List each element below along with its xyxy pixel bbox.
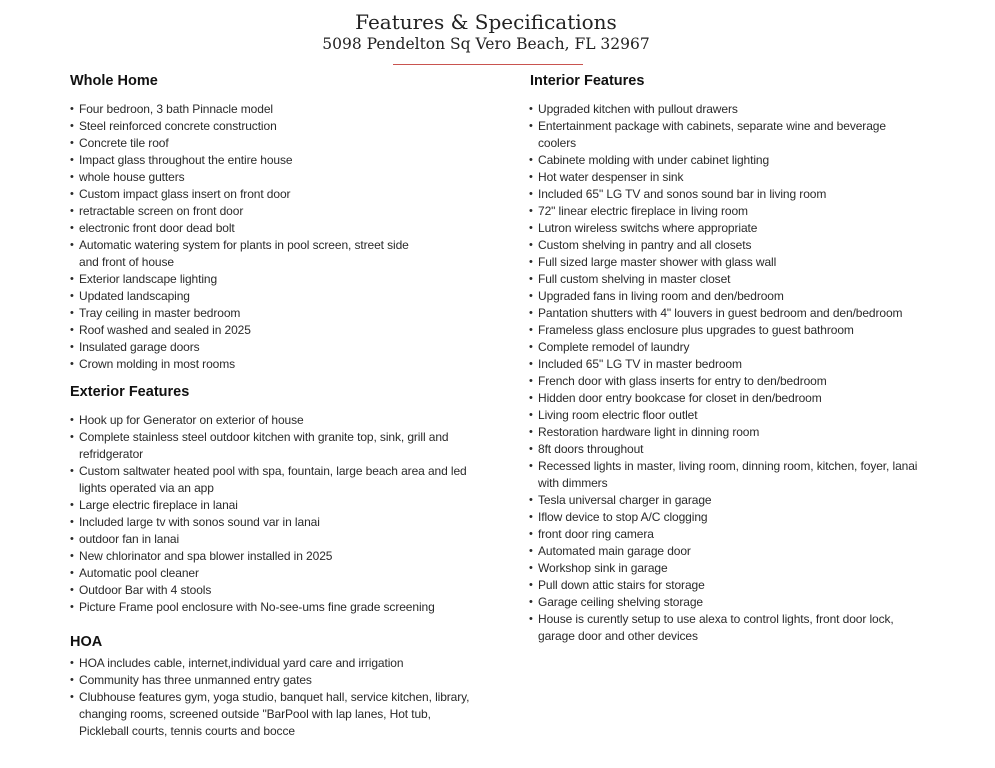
list-item (70, 305, 409, 322)
list-item (70, 463, 467, 497)
list-item-text: • Custom impact glass insert on front door (79, 187, 291, 201)
section-heading: Whole Home (70, 73, 158, 89)
list-item-text: • whole house gutters (79, 170, 185, 184)
list-item-text: • Included 65" LG TV and sonos sound bar in living room (538, 187, 827, 201)
list-item (529, 339, 917, 356)
list-item-text: • Included 65" LG TV in master bedroom (538, 357, 742, 371)
list-item (529, 543, 917, 560)
list-item (70, 135, 409, 152)
feature-list (70, 101, 409, 373)
feature-list (529, 101, 917, 645)
section-whole-home (70, 71, 409, 373)
list-item-text: • Automatic watering system for plants in pool screen, street side (79, 238, 409, 252)
list-item (529, 220, 917, 237)
list-item-text: changing rooms, screened outside "BarPool with lap lanes, Hot tub, (79, 707, 431, 721)
list-item-text: • front door ring camera (538, 527, 654, 541)
section-hoa (70, 632, 469, 740)
list-item (70, 203, 409, 220)
list-item (70, 118, 409, 135)
list-item (529, 526, 917, 543)
list-item-text: • Workshop sink in garage (538, 561, 668, 575)
list-item-text: lights operated via an app (79, 481, 214, 495)
section-heading: Interior Features (530, 73, 645, 89)
list-item (70, 565, 467, 582)
list-item-text: • Community has three unmanned entry gates (79, 673, 312, 687)
list-item (529, 152, 917, 169)
list-item-text: • HOA includes cable, internet,individual yard care and irrigation (79, 656, 404, 670)
list-item-text: • Clubhouse features gym, yoga studio, banquet hall, service kitchen, library, (79, 690, 470, 704)
list-item-text: • Tesla universal charger in garage (538, 493, 712, 507)
list-item-text: • Pull down attic stairs for storage (538, 578, 705, 592)
list-item-text: • Full custom shelving in master closet (538, 272, 731, 286)
list-item-text: • Insulated garage doors (79, 340, 200, 354)
list-item (70, 672, 469, 689)
list-item-text: • Hook up for Generator on exterior of house (79, 413, 304, 427)
list-item-text: • Frameless glass enclosure plus upgrades to guest bathroom (538, 323, 854, 337)
list-item (70, 152, 409, 169)
list-item (70, 655, 469, 672)
list-item (70, 548, 467, 565)
list-item-text: refridgerator (79, 447, 144, 461)
list-item (529, 407, 917, 424)
list-item (529, 186, 917, 203)
feature-list (70, 655, 469, 740)
list-item (529, 492, 917, 509)
list-item (529, 101, 917, 118)
list-item (70, 356, 409, 373)
list-item-text: • Tray ceiling in master bedroom (79, 306, 241, 320)
property-address: 5098 Pendelton Sq Vero Beach, FL 32967 (322, 35, 650, 53)
list-item-text: • Large electric fireplace in lanai (79, 498, 238, 512)
section-exterior-features (70, 382, 467, 616)
list-item (70, 288, 409, 305)
list-item-text: • Custom saltwater heated pool with spa, fountain, large beach area and led (79, 464, 467, 478)
list-item (70, 412, 467, 429)
list-item-text: • Outdoor Bar with 4 stools (79, 583, 212, 597)
list-item (70, 582, 467, 599)
list-item-text: • 72" linear electric fireplace in living room (538, 204, 748, 218)
list-item-text: • Automatic pool cleaner (79, 566, 199, 580)
list-item (70, 531, 467, 548)
section-heading: Exterior Features (70, 384, 190, 400)
list-item-text: • Upgraded fans in living room and den/bedroom (538, 289, 784, 303)
list-item (529, 237, 917, 254)
list-item-text: • New chlorinator and spa blower installed in 2025 (79, 549, 333, 563)
list-item-text: Pickleball courts, tennis courts and bocce (79, 724, 295, 738)
list-item-text: • Lutron wireless switchs where appropriate (538, 221, 758, 235)
list-item-text: • electronic front door dead bolt (79, 221, 235, 235)
list-item (70, 237, 409, 271)
list-item-text: • Hidden door entry bookcase for closet in den/bedroom (538, 391, 822, 405)
list-item-text: • Custom shelving in pantry and all closets (538, 238, 752, 252)
list-item (529, 271, 917, 288)
list-item-text: coolers (538, 136, 576, 150)
list-item-text: • Picture Frame pool enclosure with No-see-ums fine grade screening (79, 600, 435, 614)
list-item (529, 305, 917, 322)
list-item-text: • Included large tv with sonos sound var in lanai (79, 515, 320, 529)
list-item-text: and front of house (79, 255, 174, 269)
list-item-text: • Four bedroon, 3 bath Pinnacle model (79, 102, 273, 116)
list-item (529, 373, 917, 390)
list-item (529, 322, 917, 339)
list-item-text: • House is curently setup to use alexa to control lights, front door lock, (538, 612, 894, 626)
list-item (529, 118, 917, 152)
list-item-text: • Roof washed and sealed in 2025 (79, 323, 251, 337)
list-item (70, 169, 409, 186)
list-item-text: • Iflow device to stop A/C clogging (538, 510, 708, 524)
document-title: Features & Specifications (355, 10, 617, 34)
list-item-text: • French door with glass inserts for entry to den/bedroom (538, 374, 827, 388)
list-item-text: • Full sized large master shower with glass wall (538, 255, 777, 269)
list-item (529, 390, 917, 407)
list-item-text: • Restoration hardware light in dinning room (538, 425, 760, 439)
list-item (70, 689, 469, 740)
list-item (529, 356, 917, 373)
list-item-text: with dimmers (538, 476, 608, 490)
list-item-text: garage door and other devices (538, 629, 698, 643)
list-item (529, 441, 917, 458)
list-item (70, 322, 409, 339)
title-divider (393, 64, 583, 65)
list-item-text: • Garage ceiling shelving storage (538, 595, 703, 609)
list-item-text: • Exterior landscape lighting (79, 272, 218, 286)
list-item-text: • Cabinete molding with under cabinet lighting (538, 153, 770, 167)
list-item (529, 611, 917, 645)
list-item (529, 203, 917, 220)
list-item (70, 497, 467, 514)
list-item (529, 169, 917, 186)
list-item (70, 101, 409, 118)
list-item (529, 424, 917, 441)
list-item (529, 254, 917, 271)
list-item-text: • Pantation shutters with 4" louvers in guest bedroom and den/bedroom (538, 306, 903, 320)
list-item-text: • Automated main garage door (538, 544, 691, 558)
section-interior-features (530, 71, 917, 645)
feature-list (70, 412, 467, 616)
list-item (529, 560, 917, 577)
list-item-text: • Living room electric floor outlet (538, 408, 698, 422)
list-item-text: • Hot water despenser in sink (538, 170, 684, 184)
list-item-text: • outdoor fan in lanai (79, 532, 180, 546)
list-item (70, 429, 467, 463)
list-item (529, 509, 917, 526)
list-item-text: • Impact glass throughout the entire house (79, 153, 293, 167)
list-item-text: • Complete remodel of laundry (538, 340, 690, 354)
list-item (70, 339, 409, 356)
list-item-text: • Complete stainless steel outdoor kitchen with granite top, sink, grill and (79, 430, 449, 444)
list-item-text: • Crown molding in most rooms (79, 357, 236, 371)
list-item (70, 271, 409, 288)
list-item (529, 288, 917, 305)
list-item-text: • Upgraded kitchen with pullout drawers (538, 102, 738, 116)
section-heading: HOA (70, 634, 103, 650)
list-item-text: • retractable screen on front door (79, 204, 244, 218)
list-item (529, 577, 917, 594)
list-item-text: • Entertainment package with cabinets, separate wine and beverage (538, 119, 886, 133)
list-item-text: • Updated landscaping (79, 289, 190, 303)
list-item (70, 599, 467, 616)
list-item (529, 594, 917, 611)
list-item (70, 220, 409, 237)
list-item-text: • Recessed lights in master, living room, dinning room, kitchen, foyer, lanai (538, 459, 918, 473)
list-item-text: • Concrete tile roof (79, 136, 169, 150)
list-item-text: • 8ft doors throughout (538, 442, 644, 456)
list-item (529, 458, 917, 492)
list-item (70, 186, 409, 203)
list-item (70, 514, 467, 531)
list-item-text: • Steel reinforced concrete construction (79, 119, 277, 133)
